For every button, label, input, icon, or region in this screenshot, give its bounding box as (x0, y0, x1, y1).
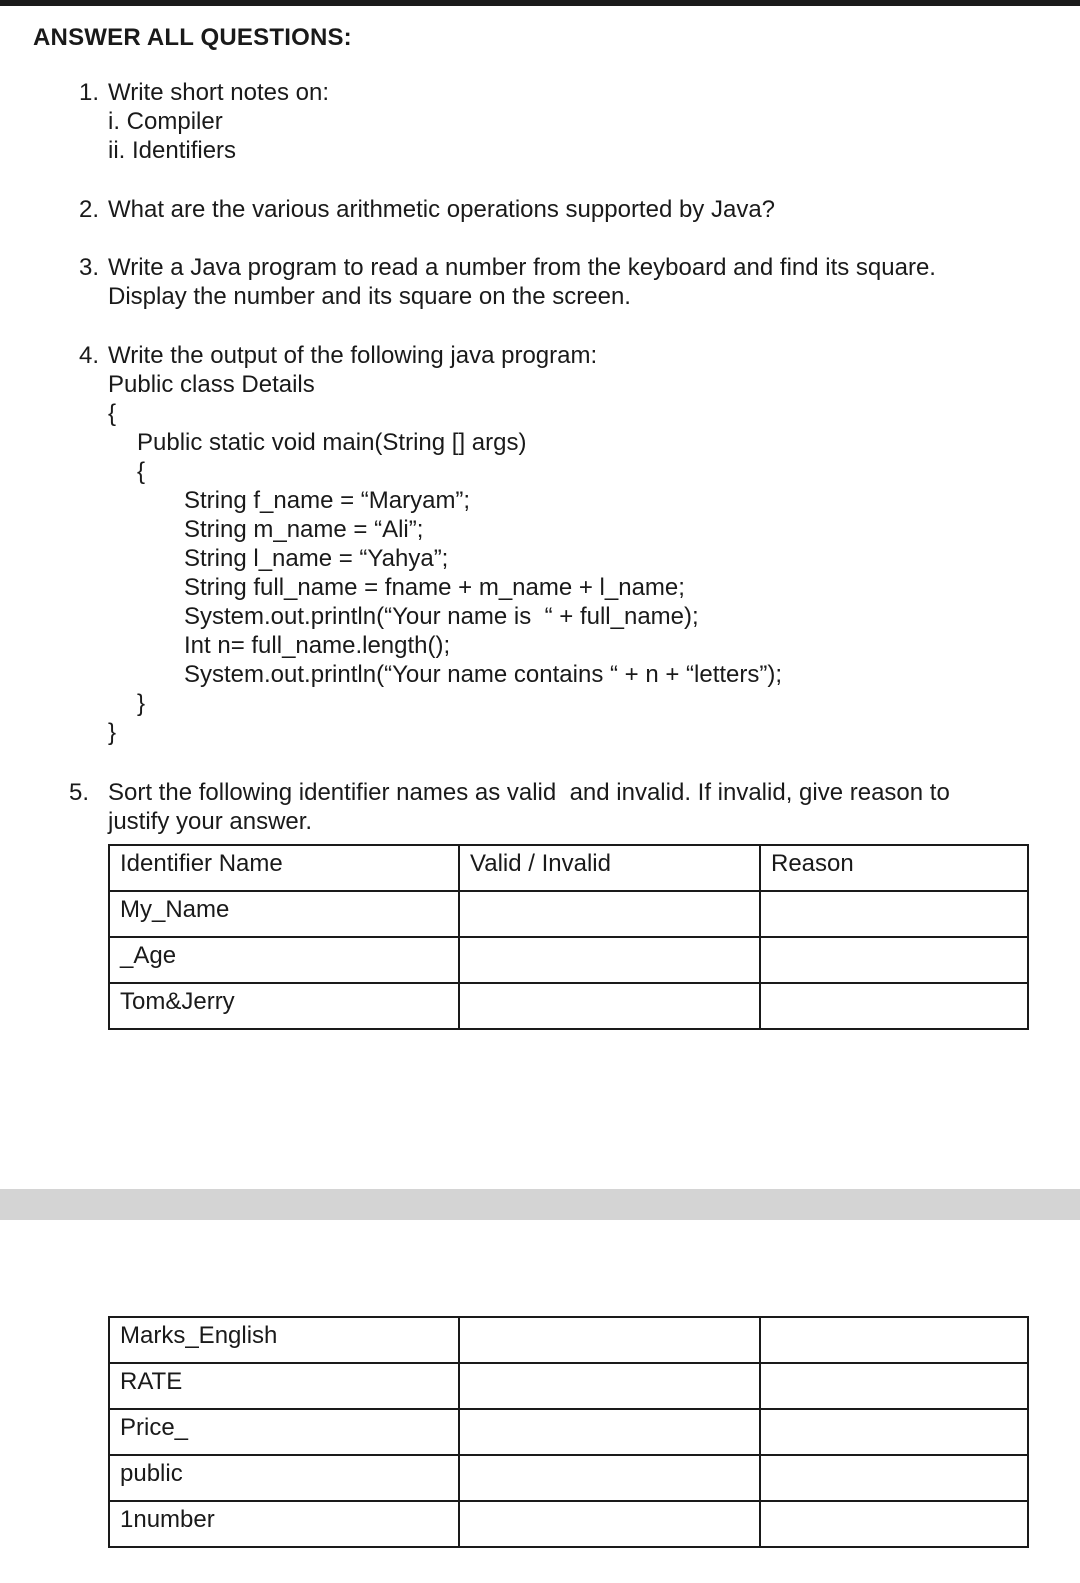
valid-invalid-cell (459, 1501, 760, 1547)
valid-invalid-cell (459, 983, 760, 1029)
identifier-table-bottom (108, 1316, 1029, 1548)
reason-cell (760, 891, 1028, 937)
identifier-cell: My_Name (109, 891, 459, 937)
code-line: Public class Details (108, 371, 315, 398)
valid-invalid-cell (459, 891, 760, 937)
valid-invalid-cell (459, 1363, 760, 1409)
valid-invalid-cell (459, 937, 760, 983)
identifier-cell: Marks_English (109, 1317, 459, 1363)
reason-cell (760, 1317, 1028, 1363)
page-break-band (0, 1189, 1080, 1220)
identifier-cell: Tom&Jerry (109, 983, 459, 1029)
code-line: Public static void main(String [] args) (137, 429, 527, 456)
reason-cell (760, 983, 1028, 1029)
identifier-cell: _Age (109, 937, 459, 983)
page-heading: ANSWER ALL QUESTIONS: (33, 24, 352, 51)
q1-number: 1. (79, 79, 100, 106)
q2-number: 2. (79, 196, 100, 223)
table-row (109, 937, 1028, 983)
code-line: String m_name = “Ali”; (184, 516, 424, 543)
reason-cell (760, 1409, 1028, 1455)
header-identifier-name: Identifier Name (109, 845, 459, 891)
q4-text: Write the output of the following java program: (108, 342, 598, 369)
code-line: } (137, 690, 146, 717)
table-row (109, 1501, 1028, 1547)
q3-line-2: Display the number and its square on the screen. (108, 283, 631, 310)
table-row (109, 1363, 1028, 1409)
valid-invalid-cell (459, 1455, 760, 1501)
q5-line-1: Sort the following identifier names as valid and invalid. If invalid, give reason to (108, 779, 950, 806)
identifier-cell: RATE (109, 1363, 459, 1409)
code-line: { (108, 400, 117, 427)
header-reason: Reason (760, 845, 1028, 891)
table-row (109, 891, 1028, 937)
identifier-cell: public (109, 1455, 459, 1501)
identifier-cell: 1number (109, 1501, 459, 1547)
table-row (109, 1455, 1028, 1501)
code-line: } (108, 719, 117, 746)
table-row (109, 983, 1028, 1029)
code-line: System.out.println(“Your name is “ + full_name); (184, 603, 699, 630)
q3-line-1: Write a Java program to read a number from the keyboard and find its square. (108, 254, 936, 281)
table-row (109, 1317, 1028, 1363)
valid-invalid-cell (459, 1317, 760, 1363)
reason-cell (760, 1455, 1028, 1501)
q5-line-2: justify your answer. (108, 808, 313, 835)
q5-number: 5. (69, 779, 90, 806)
code-line: String l_name = “Yahya”; (184, 545, 449, 572)
q1-item-compiler: i. Compiler (108, 108, 223, 135)
code-line: Int n= full_name.length(); (184, 632, 451, 659)
top-border (0, 0, 1080, 6)
reason-cell (760, 1501, 1028, 1547)
code-line: String f_name = “Maryam”; (184, 487, 471, 514)
header-valid-invalid: Valid / Invalid (459, 845, 760, 891)
identifier-table-top (108, 844, 1029, 1030)
q2-text: What are the various arithmetic operations supported by Java? (108, 196, 776, 223)
code-line: { (137, 458, 146, 485)
q1-text: Write short notes on: (108, 79, 329, 106)
q4-number: 4. (79, 342, 100, 369)
table-header-row (109, 845, 1028, 891)
code-line: System.out.println(“Your name contains “ + n + “letters”); (184, 661, 783, 688)
identifier-cell: Price_ (109, 1409, 459, 1455)
table-row (109, 1409, 1028, 1455)
q1-item-identifiers: ii. Identifiers (108, 137, 237, 164)
q3-number: 3. (79, 254, 100, 281)
code-line: String full_name = fname + m_name + l_name; (184, 574, 685, 601)
reason-cell (760, 937, 1028, 983)
reason-cell (760, 1363, 1028, 1409)
valid-invalid-cell (459, 1409, 760, 1455)
